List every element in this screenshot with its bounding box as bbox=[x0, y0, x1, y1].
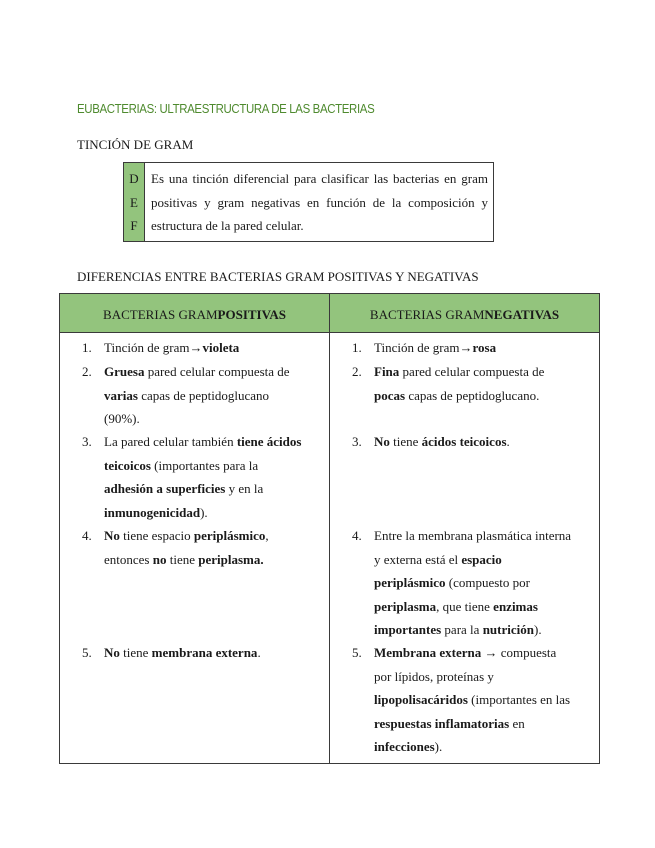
positive-list-item-5 bbox=[82, 641, 306, 665]
positive-list-item-1 bbox=[82, 336, 306, 360]
definition-text: Es una tinción diferencial para clasificar las bacterias en gram positivas y gram negativas en función de la composición y estructura de la pared celular. bbox=[151, 171, 488, 233]
differences-heading: DIFERENCIAS ENTRE BACTERIAS GRAM POSITIVAS Y NEGATIVAS bbox=[77, 269, 479, 284]
list-item-text: Tinción de gram→rosa bbox=[374, 340, 497, 355]
list-item-text: Gruesa pared celular compuesta de varias capas de peptidoglucano (90%). bbox=[104, 364, 290, 426]
negative-list-item-2 bbox=[352, 360, 576, 407]
list-item-text: No tiene espacio periplásmico, entonces no tiene periplasma. bbox=[104, 528, 269, 567]
list-item-number: 4. bbox=[352, 528, 362, 543]
list-item-number: 1. bbox=[352, 340, 362, 355]
list-item-text: Tinción de gram→violeta bbox=[104, 340, 240, 355]
header-gram-positive bbox=[60, 294, 329, 332]
header-negative-label: NEGATIVAS bbox=[484, 307, 560, 322]
negative-list-item-3 bbox=[352, 430, 576, 454]
negative-list-item-1 bbox=[352, 336, 576, 360]
list-item-text: No tiene ácidos teicoicos. bbox=[374, 434, 510, 449]
gram-positive-column bbox=[60, 333, 329, 763]
negative-list-item-4 bbox=[352, 524, 576, 642]
list-item-number: 5. bbox=[82, 645, 92, 660]
list-item-number: 2. bbox=[82, 364, 92, 379]
list-item-number: 1. bbox=[82, 340, 92, 355]
table-header-row bbox=[60, 294, 599, 333]
negative-list-item-5 bbox=[352, 641, 576, 759]
header-negative-prefix: BACTERIAS GRAM bbox=[369, 307, 485, 322]
list-item-text: La pared celular también tiene ácidos teicoicos (importantes para la adhesión a superficies y en la inmunogenicidad). bbox=[104, 434, 302, 520]
list-item-text: Entre la membrana plasmática interna y externa está el espacio periplásmico (compuesto por periplasma, que tiene enzimas importantes para la nutrición). bbox=[374, 528, 572, 637]
header-positive-prefix: BACTERIAS GRAM bbox=[103, 307, 218, 322]
list-item-text: Fina pared celular compuesta de pocas capas de peptidoglucano. bbox=[374, 364, 545, 403]
gram-negative-column bbox=[329, 333, 599, 763]
list-item-text: No tiene membrana externa. bbox=[104, 645, 261, 660]
list-item-number: 3. bbox=[82, 434, 92, 449]
positive-list-item-4 bbox=[82, 524, 306, 571]
list-item-text: Membrana externa → compuesta por lípidos, proteínas y lipopolisacáridos (importantes en las respuestas inflamatorias en infecciones). bbox=[374, 645, 571, 754]
list-item-number: 4. bbox=[82, 528, 92, 543]
positive-list-item-3 bbox=[82, 430, 306, 524]
table-body-row bbox=[60, 333, 599, 763]
list-item-number: 3. bbox=[352, 434, 362, 449]
list-item-number: 5. bbox=[352, 645, 362, 660]
header-positive-label: POSITIVAS bbox=[217, 307, 286, 322]
def-letter-e: E bbox=[130, 194, 138, 210]
def-letter-f: F bbox=[130, 218, 138, 233]
definition-box bbox=[123, 162, 494, 242]
def-letter-d: D bbox=[129, 171, 139, 186]
header-gram-negative bbox=[329, 294, 599, 332]
comparison-table bbox=[59, 293, 600, 764]
list-item-number: 2. bbox=[352, 364, 362, 379]
positive-list-item-2 bbox=[82, 360, 306, 431]
definition-label-column bbox=[124, 163, 145, 241]
gram-stain-heading: TINCIÓN DE GRAM bbox=[77, 137, 194, 152]
document-title: EUBACTERIAS: ULTRAESTRUCTURA DE LAS BACTERIAS bbox=[77, 101, 375, 116]
